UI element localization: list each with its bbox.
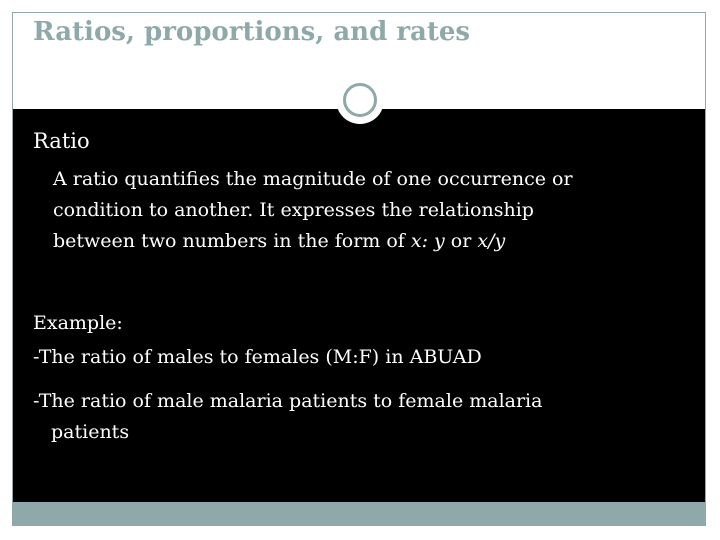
section-heading: Ratio bbox=[33, 129, 90, 153]
ratio-description bbox=[53, 164, 693, 257]
ratio-expression-colon: x: y bbox=[410, 230, 445, 252]
description-connector: or bbox=[444, 230, 478, 252]
example-item bbox=[33, 386, 683, 448]
content-area bbox=[13, 109, 705, 502]
example-label: Example: bbox=[33, 312, 123, 334]
description-line-3 bbox=[53, 226, 693, 257]
ratio-expression-slash: x/y bbox=[477, 230, 506, 252]
description-line-1: A ratio quantifies the magnitude of one occurrence or bbox=[53, 168, 573, 190]
example-item-line: -The ratio of male malaria patients to female malaria bbox=[33, 390, 543, 412]
circle-ring-icon bbox=[336, 76, 384, 124]
description-line-3-prefix: between two numbers in the form of bbox=[53, 230, 411, 252]
description-line-2: condition to another. It expresses the relationship bbox=[53, 199, 534, 221]
example-item: -The ratio of males to females (M:F) in ABUAD bbox=[33, 346, 482, 368]
footer-bar bbox=[13, 502, 705, 525]
slide-title: Ratios, proportions, and rates bbox=[33, 17, 471, 47]
ring-shape bbox=[343, 83, 377, 117]
example-item-continuation: patients bbox=[51, 421, 130, 443]
